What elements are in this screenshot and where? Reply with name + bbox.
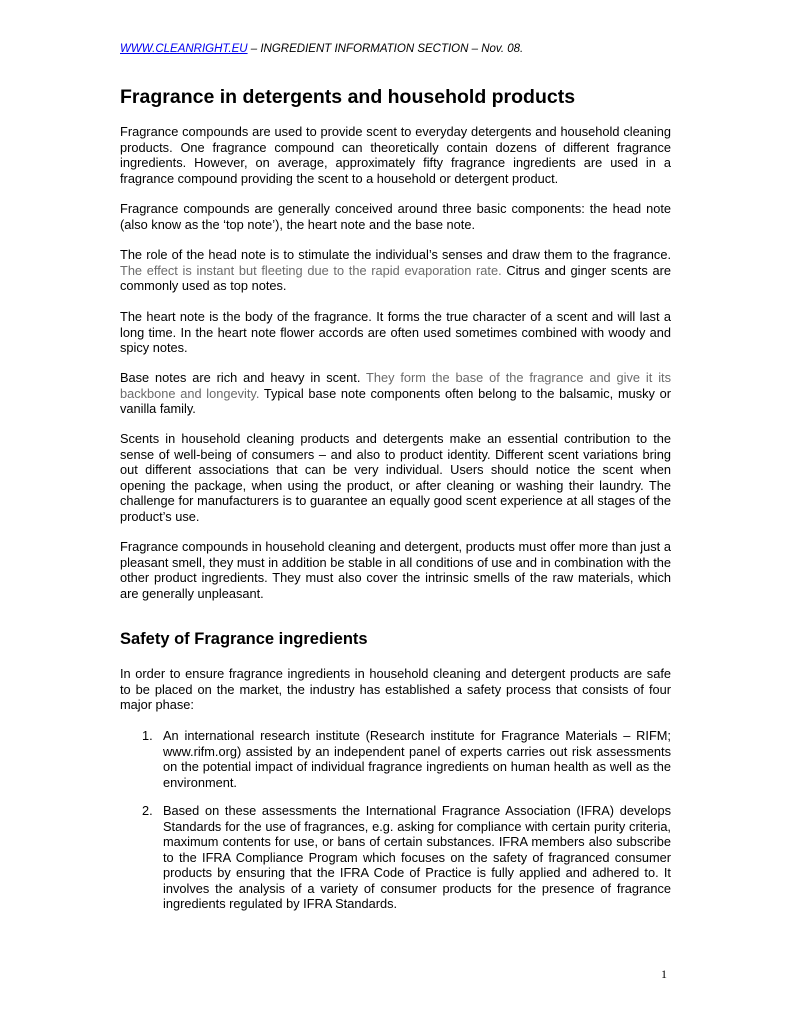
base-note-text-a: Base notes are rich and heavy in scent. [120,370,367,385]
head-note-text-c: Citrus and ginger scents are commonly used as top notes. [120,262,671,293]
head-note-text-a: The role of the head note is to stimulate the individual’s senses and draw them to the fragrance. [120,247,671,262]
page-title: Fragrance in detergents and household products [120,86,576,108]
base-note-text-grey: They form the base of the fragrance and give it its backbone and longevity. [120,370,671,401]
paragraph-intro: Fragrance compounds are used to provide scent to everyday detergents and household cleaning products. One fragrance compound can theoretically contain dozens of different fragrance ingredients. However, on average, approximately fifty fragrance ingredients are used in a fragrance compound providing the scent to a household or detergent product. [120,124,671,186]
list-item-text: Based on these assessments the International Fragrance Association (IFRA) develops Standards for the use of fragrances, e.g. asking for compliance with certain purity criteria, maximum contents for use, or bans of certain substances. IFRA members also subscribe to the IFRA Compliance Program which focuses on the safety of fragranced consumer products by ensuring that the IFRA Code of Practice is fully applied and adhered to. It involves the analysis of a variety of consumer products for the presence of fragrance ingredients regulated by IFRA Standards. [163,803,671,911]
paragraph-head-note [120,247,671,294]
head-note-text-grey: The effect is instant but fleeting due to the rapid evaporation rate. [120,262,502,278]
list-item-number: 1. [142,728,153,743]
paragraph-heart-note: The heart note is the body of the fragrance. It forms the true character of a scent and will last a long time. In the heart note flower accords are often used sometimes combined with woody and spicy notes. [120,309,671,355]
paragraph-compounds-stability: Fragrance compounds in household cleaning and detergent, products must offer more than just a pleasant smell, they must in addition be stable in all conditions of use and in combination with the other product ingredients. They must also cover the intrinsic smells of the raw materials, which are generally unpleasant. [120,539,671,601]
paragraph-base-note [120,370,671,417]
list-item-text: An international research institute (Research institute for Fragrance Materials – RIFM; www.rifm.org) assisted by an independent panel of experts carries out risk assessments on the potential impact of individual fragrance ingredients on human health as well as the environment. [163,728,671,790]
running-header [120,43,523,55]
paragraph-scents: Scents in household cleaning products and detergents make an essential contribution to the sense of well-being of consumers – and also to product identity. Different scent variations bring out different associations that can be very individual. Users should notice the scent when opening the package, when using the product, or after cleaning or washing their laundry. The challenge for manufacturers is to guarantee an equally good scent experience at all stages of the product’s use. [120,431,671,524]
section-heading-safety: Safety of Fragrance ingredients [120,630,368,648]
list-item-number: 2. [142,803,153,818]
header-section-text: – INGREDIENT INFORMATION SECTION – Nov. 08. [247,43,524,55]
base-note-text-c: Typical base note components often belong to the balsamic, musky or vanilla family. [120,385,672,416]
paragraph-components: Fragrance compounds are generally conceived around three basic components: the head note (also know as the ‘top note’), the heart note and the base note. [120,201,671,232]
header-website-link[interactable]: WWW.CLEANRIGHT.EU [120,43,248,55]
paragraph-safety-intro: In order to ensure fragrance ingredients in household cleaning and detergent products are safe to be placed on the market, the industry has established a safety process that consists of four major phase: [120,666,671,712]
page-number: 1 [661,967,667,981]
